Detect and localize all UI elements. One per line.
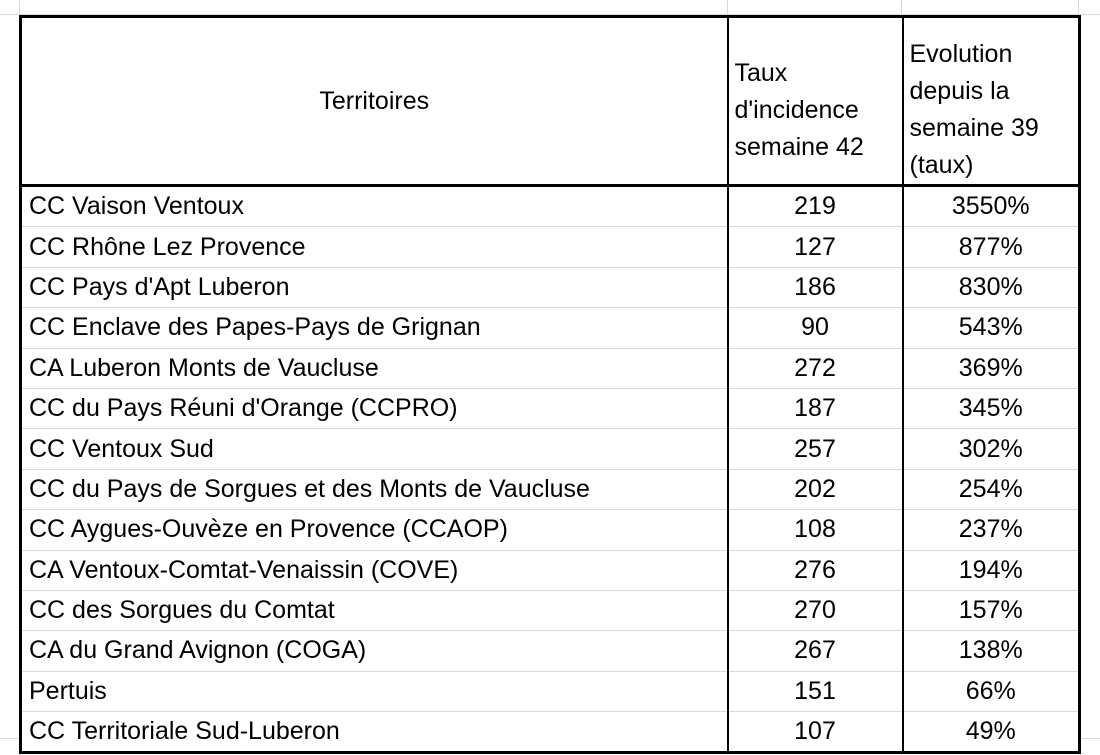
cell-taux[interactable]: 276 [728, 550, 903, 590]
cell-territoire[interactable]: Pertuis [21, 671, 728, 711]
cell-evolution[interactable]: 543% [903, 308, 1080, 348]
table-row [21, 308, 1080, 348]
cell-taux[interactable]: 267 [728, 631, 903, 671]
table-row [21, 712, 1080, 753]
cell-evolution[interactable]: 877% [903, 227, 1080, 267]
table-row [21, 348, 1080, 388]
cell-territoire[interactable]: CC Rhône Lez Provence [21, 227, 728, 267]
cell-taux[interactable]: 90 [728, 308, 903, 348]
header-evolution[interactable] [903, 17, 1080, 186]
cell-taux[interactable]: 107 [728, 712, 903, 753]
header-evolution-line: depuis la [909, 77, 1010, 105]
table-row [21, 671, 1080, 711]
cell-evolution[interactable]: 138% [903, 631, 1080, 671]
cell-evolution[interactable]: 49% [965, 717, 1016, 746]
header-territoires[interactable] [21, 17, 728, 186]
header-taux-line: d'incidence [734, 96, 859, 124]
table-row [21, 631, 1080, 671]
cell-taux[interactable]: 202 [728, 469, 903, 509]
cell-evolution[interactable]: 237% [903, 510, 1080, 550]
header-evolution-line: (taux) [909, 151, 974, 179]
table-row [21, 590, 1080, 630]
table-row [21, 510, 1080, 550]
cell-evolution[interactable]: 194% [903, 550, 1080, 590]
cell-evolution[interactable]: 254% [903, 469, 1080, 509]
cell-territoire[interactable]: CC Pays d'Apt Luberon [21, 267, 728, 307]
table-row [21, 227, 1080, 267]
cell-taux[interactable]: 186 [728, 267, 903, 307]
table-row [21, 388, 1080, 428]
cell-evolution[interactable]: 66% [903, 671, 1080, 711]
cell-territoire[interactable]: CC Enclave des Papes-Pays de Grignan [21, 308, 728, 348]
table-row [21, 267, 1080, 307]
cell-territoire[interactable]: CA Luberon Monts de Vaucluse [21, 348, 728, 388]
header-taux[interactable] [728, 17, 903, 186]
header-row [21, 17, 1080, 186]
cell-evolution[interactable]: 369% [903, 348, 1080, 388]
cell-taux[interactable]: 219 [728, 186, 903, 227]
cell-taux[interactable]: 270 [728, 590, 903, 630]
cell-taux[interactable]: 187 [728, 388, 903, 428]
table-row [21, 550, 1080, 590]
table-row [21, 186, 1080, 227]
header-evolution-line: Evolution [909, 40, 1013, 68]
cell-territoire[interactable]: CC du Pays Réuni d'Orange (CCPRO) [21, 388, 728, 428]
cell-territoire[interactable]: CA Ventoux-Comtat-Venaissin (COVE) [21, 550, 728, 590]
table-row [21, 429, 1080, 469]
cell-evolution[interactable]: 345% [903, 388, 1080, 428]
table-row [21, 469, 1080, 509]
cell-taux[interactable]: 151 [728, 671, 903, 711]
cell-taux[interactable]: 127 [728, 227, 903, 267]
header-evolution-line: semaine 39 [909, 114, 1039, 142]
cell-taux[interactable]: 257 [728, 429, 903, 469]
cell-evolution[interactable]: 830% [903, 267, 1080, 307]
cell-territoire[interactable]: CC du Pays de Sorgues et des Monts de Vaucluse [21, 469, 728, 509]
cell-evolution[interactable]: 157% [903, 590, 1080, 630]
cell-taux[interactable]: 108 [728, 510, 903, 550]
cell-territoire[interactable]: CC Vaison Ventoux [21, 186, 728, 227]
cell-territoire[interactable]: CC Ventoux Sud [21, 429, 728, 469]
cell-evolution[interactable]: 3550% [903, 186, 1080, 227]
incidence-table [19, 15, 1081, 754]
cell-taux[interactable]: 272 [728, 348, 903, 388]
cell-territoire[interactable]: CA du Grand Avignon (COGA) [21, 631, 728, 671]
cell-territoire[interactable]: CC des Sorgues du Comtat [21, 590, 728, 630]
header-taux-line: semaine 42 [734, 133, 864, 161]
cell-territoire[interactable]: CC Territoriale Sud-Luberon [21, 712, 728, 753]
header-territoires-label: Territoires [319, 86, 430, 115]
cell-evolution[interactable]: 302% [903, 429, 1080, 469]
header-taux-line: Taux [734, 59, 788, 87]
cell-territoire[interactable]: CC Aygues-Ouvèze en Provence (CCAOP) [21, 510, 728, 550]
